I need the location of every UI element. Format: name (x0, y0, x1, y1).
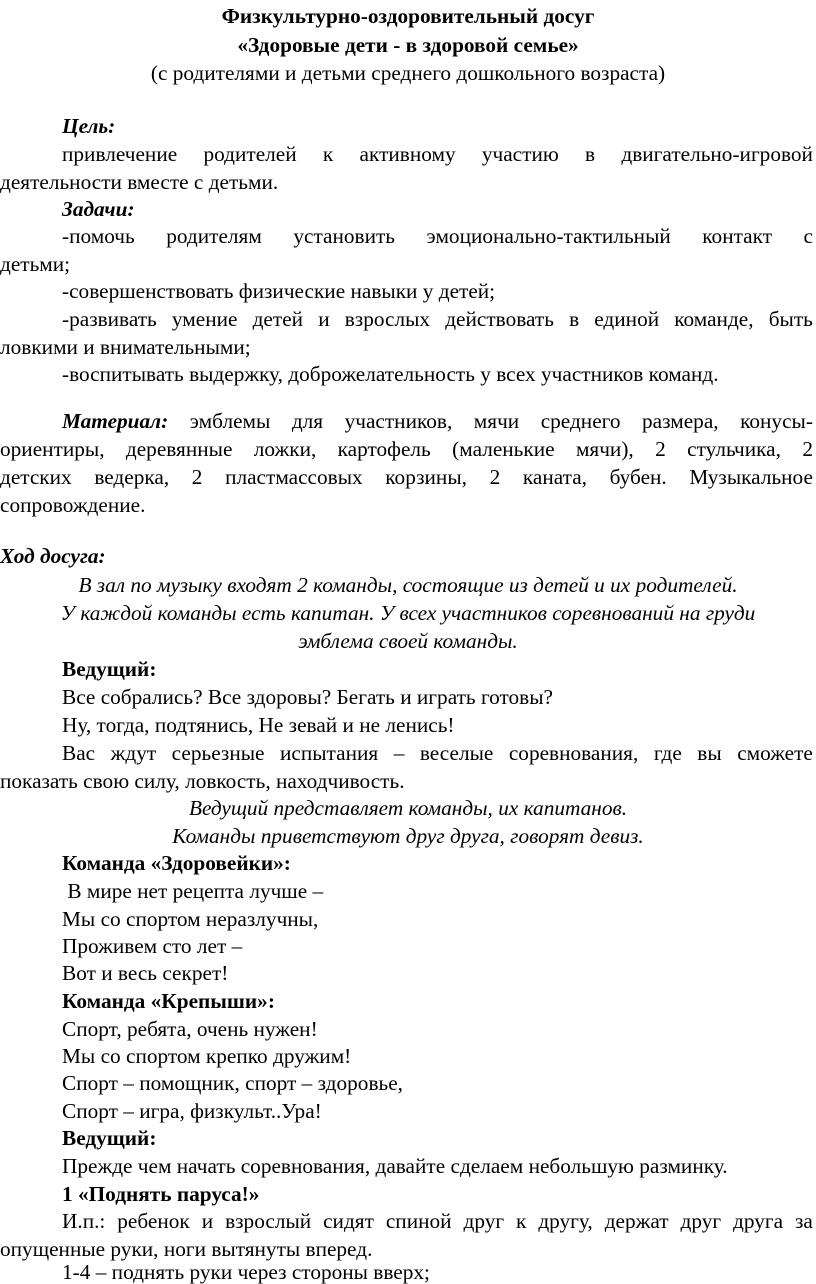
word: мячи (473, 409, 520, 433)
word: и (318, 307, 330, 331)
word: к (322, 142, 334, 166)
exercise-1-line1 (62, 1211, 813, 1232)
word: держат (604, 1209, 669, 1233)
host-line-4: показать свою силу, ловкость, находчивость. (0, 769, 405, 793)
word: к (516, 1209, 527, 1233)
word: среднего (540, 409, 621, 433)
word: взрослых (344, 307, 431, 331)
word: где (653, 741, 682, 765)
word: деревянные (125, 437, 233, 461)
goal-text-line2: деятельности вместе с детьми. (0, 170, 279, 194)
exercise-1-title: 1 «Поднять паруса!» (62, 1182, 260, 1206)
word: и (201, 1209, 214, 1233)
word: с (803, 224, 813, 248)
word: 2 (191, 465, 203, 489)
word: спиной (385, 1209, 452, 1233)
word: сможете (737, 741, 813, 765)
task-2: -совершенствовать физические навыки у детей; (62, 279, 496, 303)
material-line1 (62, 411, 813, 432)
word: -развивать (62, 307, 157, 331)
word: размера, (642, 409, 719, 433)
course-intro-line1: В зал по музыку входят 2 команды, состоящие из детей и их родителей. (78, 573, 738, 597)
word: эмблемы (189, 409, 271, 433)
team1-motto-line3: Проживем сто лет – (62, 934, 243, 958)
host-line-2: Ну, тогда, подтянись, Не зевай и не ленись! (62, 713, 455, 737)
word: каната, (522, 465, 587, 489)
word: Музыкальное (689, 465, 813, 489)
word: активному (359, 142, 456, 166)
word: мячи), (575, 437, 634, 461)
task-1-line1 (62, 226, 813, 247)
word: соревнования, (508, 741, 639, 765)
word: для (291, 409, 324, 433)
word: (маленькие (452, 437, 555, 461)
word: вы (697, 741, 722, 765)
word: детских (0, 465, 72, 489)
stage-direction-1: Ведущий представляет команды, их капитанов. (188, 796, 628, 820)
task-3-line1 (62, 309, 813, 330)
document-title: Физкультурно-оздоровительный досуг (221, 4, 595, 28)
word: единой (594, 307, 660, 331)
team1-motto-line2: Мы со спортом неразлучны, (62, 907, 319, 931)
word: испытания (280, 741, 379, 765)
task-4: -воспитывать выдержку, доброжелательность у всех участников команд. (62, 362, 719, 386)
word: друга (733, 1209, 784, 1233)
exercise-1-line2: опущенные руки, ноги вытянуты вперед. (0, 1237, 373, 1261)
host-line-5: Прежде чем начать соревнования, давайте сделаем небольшую разминку. (62, 1154, 728, 1178)
team2-motto-line1: Спорт, ребята, очень нужен! (62, 1017, 318, 1041)
word: бубен. (609, 465, 667, 489)
stage-direction-2: Команды приветствуют друг друга, говорят девиз. (172, 824, 644, 848)
word: участию (481, 142, 559, 166)
word: Вас (62, 741, 96, 765)
word: 2 (489, 465, 501, 489)
word: действовать (445, 307, 554, 331)
word: быть (768, 307, 813, 331)
word: двигательно-игровой (621, 142, 813, 166)
team1-motto-line4: Вот и весь секрет! (62, 961, 229, 985)
tasks-heading: Задачи: (62, 197, 135, 221)
course-heading: Ход досуга: (0, 544, 106, 568)
word: корзины, (385, 465, 467, 489)
word: ждут (110, 741, 157, 765)
document-audience: (с родителями и детьми среднего дошкольного возраста) (150, 61, 666, 85)
document-subtitle: «Здоровые дети - в здоровой семье» (237, 33, 579, 57)
host-line-1: Все собрались? Все здоровы? Бегать и играть готовы? (62, 685, 554, 709)
material-heading: Материал: (62, 409, 169, 433)
team2-label: Команда «Крепыши»: (62, 989, 275, 1013)
material-line4: сопровождение. (0, 493, 146, 517)
word: взрослый (225, 1209, 312, 1233)
team2-motto-line3: Спорт – помощник, спорт – здоровье, (62, 1071, 403, 1095)
exercise-1-step: 1-4 – поднять руки через стороны вверх; (62, 1260, 430, 1284)
task-1-line2: детьми; (0, 252, 71, 276)
host-label-1: Ведущий: (62, 657, 157, 681)
word: картофель (337, 437, 431, 461)
team2-motto-line4: Спорт – игра, физкульт..Ура! (62, 1099, 322, 1123)
word: конусы- (740, 409, 813, 433)
team1-motto-line1: В мире нет рецепта лучше – (62, 879, 324, 903)
word: умение (171, 307, 238, 331)
word: -помочь (62, 224, 135, 248)
word: стульчика, (687, 437, 781, 461)
word: детей (252, 307, 304, 331)
word: в (569, 307, 580, 331)
word: веселые (419, 741, 494, 765)
word: эмоционально-тактильный (426, 224, 671, 248)
goal-text-line1 (62, 144, 813, 165)
word: ориентиры, (0, 437, 105, 461)
word: установить (293, 224, 395, 248)
team2-motto-line2: Мы со спортом крепко дружим! (62, 1044, 352, 1068)
material-line2 (0, 439, 813, 460)
word: – (393, 741, 405, 765)
word: друг (680, 1209, 722, 1233)
word: 2 (802, 437, 813, 461)
word: сидят (323, 1209, 374, 1233)
goal-heading: Цель: (62, 114, 116, 138)
material-line3 (0, 467, 813, 488)
word: команде, (674, 307, 754, 331)
word: в (585, 142, 596, 166)
word: серьезные (171, 741, 265, 765)
word: ведерка, (94, 465, 170, 489)
word: пластмассовых (225, 465, 363, 489)
course-intro-line2: У каждой команды есть капитан. У всех участников соревнований на груди (60, 601, 756, 625)
task-3-line2: ловкими и внимательными; (0, 335, 251, 359)
word: родителям (166, 224, 262, 248)
course-intro-line3: эмблема своей команды. (298, 629, 518, 653)
word: И.п.: (62, 1209, 106, 1233)
word: за (795, 1209, 813, 1233)
team1-label: Команда «Здоровейки»: (62, 851, 291, 875)
word: другу, (538, 1209, 593, 1233)
host-label-2: Ведущий: (62, 1126, 157, 1150)
word: ребенок (117, 1209, 190, 1233)
word: участников, (344, 409, 453, 433)
host-line-3 (62, 743, 813, 764)
word: 2 (655, 437, 666, 461)
word: друг (463, 1209, 505, 1233)
word: контакт (702, 224, 773, 248)
word: родителей (203, 142, 297, 166)
word: ложки, (253, 437, 317, 461)
word: привлечение (62, 142, 178, 166)
